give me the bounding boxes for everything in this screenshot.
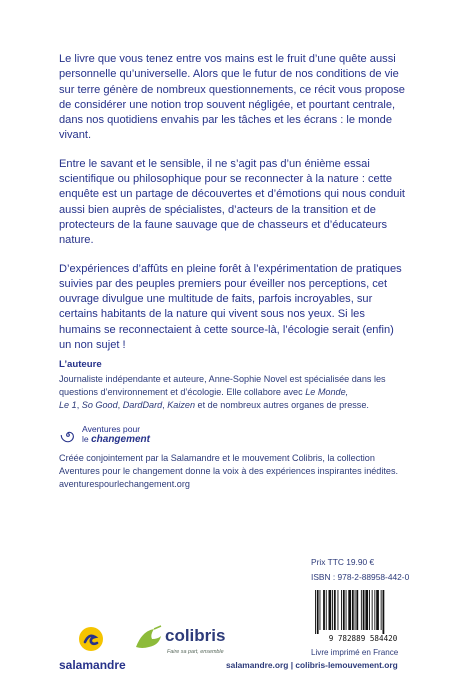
author-bio: Journaliste indépendante et auteure, Anne-Sophie Novel est spécialisée dans les questions d’environnement et d’écologie. Elle collabore avec Le Monde, Le 1, So Good, DardDard, Kaizen et de nombreux autres organes de presse. [59, 374, 386, 410]
salamandre-logo [59, 626, 126, 672]
pitch-paragraph-1: Le livre que vous tenez entre vos mains est le fruit d’une quête aussi personnelle qu’universelle. Alors que le futur de nos conditions de vie sur terre génère de nombreux questionnements, ce récit vous propose de considérer une notion trop souvent négligée, et pourtant centrale, dans nos quotidiens envahis par les tâches et les écrans : le monde vivant. [59, 53, 405, 142]
author-heading: L’auteure [59, 359, 102, 370]
collection-section [59, 425, 399, 491]
barcode-icon [311, 588, 415, 634]
salamandre-logo-icon [77, 626, 105, 652]
colibris-logo [132, 625, 226, 660]
collection-description: Créée conjointement par la Salamandre et le mouvement Colibris, la collection Aventures pour le changement donne la voix à des expériences inspirantes inédites. aventurespourlechangement.org [59, 453, 399, 489]
spiral-icon [59, 426, 77, 444]
publication-le-monde: Le Monde, [305, 387, 349, 397]
author-bio-end: et de nombreux autres organes de presse. [195, 400, 369, 410]
author-bio-text: Journaliste indépendante et auteure, Anne-Sophie Novel est spécialisée dans les questions d’environnement et d’écologie. Elle collabore avec [59, 374, 386, 397]
publication-kaizen: Kaizen [167, 400, 196, 410]
salamandre-name: salamandre [59, 658, 126, 672]
isbn: ISBN : 978-2-88958-442-0 [311, 572, 410, 582]
publication-so-good: So Good [81, 400, 118, 410]
printed-in: Livre imprimé en France [311, 648, 399, 657]
author-section [59, 358, 399, 412]
price-block [311, 557, 409, 587]
pitch-paragraph-2: Entre le savant et le sensible, il ne s’agit pas d’un énième essai scientifique ou philosophique pour se reconnecter à la nature : cette enquête est un partage de découvertes et d’émotions qui nous conduit aussi bien auprès de spécialistes, d’acteurs de la transition et de protecteurs de la faune sauvage que de chasseurs et d’éducateurs nature. [59, 157, 405, 247]
publication-le-1: Le 1 [59, 400, 77, 410]
barcode [311, 588, 415, 638]
collection-logo-text: Aventures pour le changement [82, 424, 150, 445]
barcode-number: 9 782889 584420 [328, 634, 398, 643]
colibris-bird-icon [132, 625, 164, 655]
colibris-name: colibris [165, 626, 226, 645]
websites: salamandre.org | colibris-lemouvement.org [226, 660, 398, 670]
publication-darddard: DardDard [122, 400, 163, 410]
pitch-paragraph-3: D’expériences d’affûts en pleine forêt à l’expérimentation de pratiques suivies par des peuples premiers pour éveiller nos perceptions, cet ouvrage divulgue une multitude de faits, parfois incroyables, sur certains habitants de la nature qui vivent sous nos yeux. Si les humains se reconnectaient à cette source-là, l’écologie serait (enfin) un non sujet ! [59, 262, 402, 352]
price: Prix TTC 19.90 € [311, 557, 375, 567]
back-cover-pitch [59, 52, 409, 366]
colibris-tagline: Faire sa part, ensemble [167, 649, 224, 655]
collection-logo [59, 425, 399, 444]
